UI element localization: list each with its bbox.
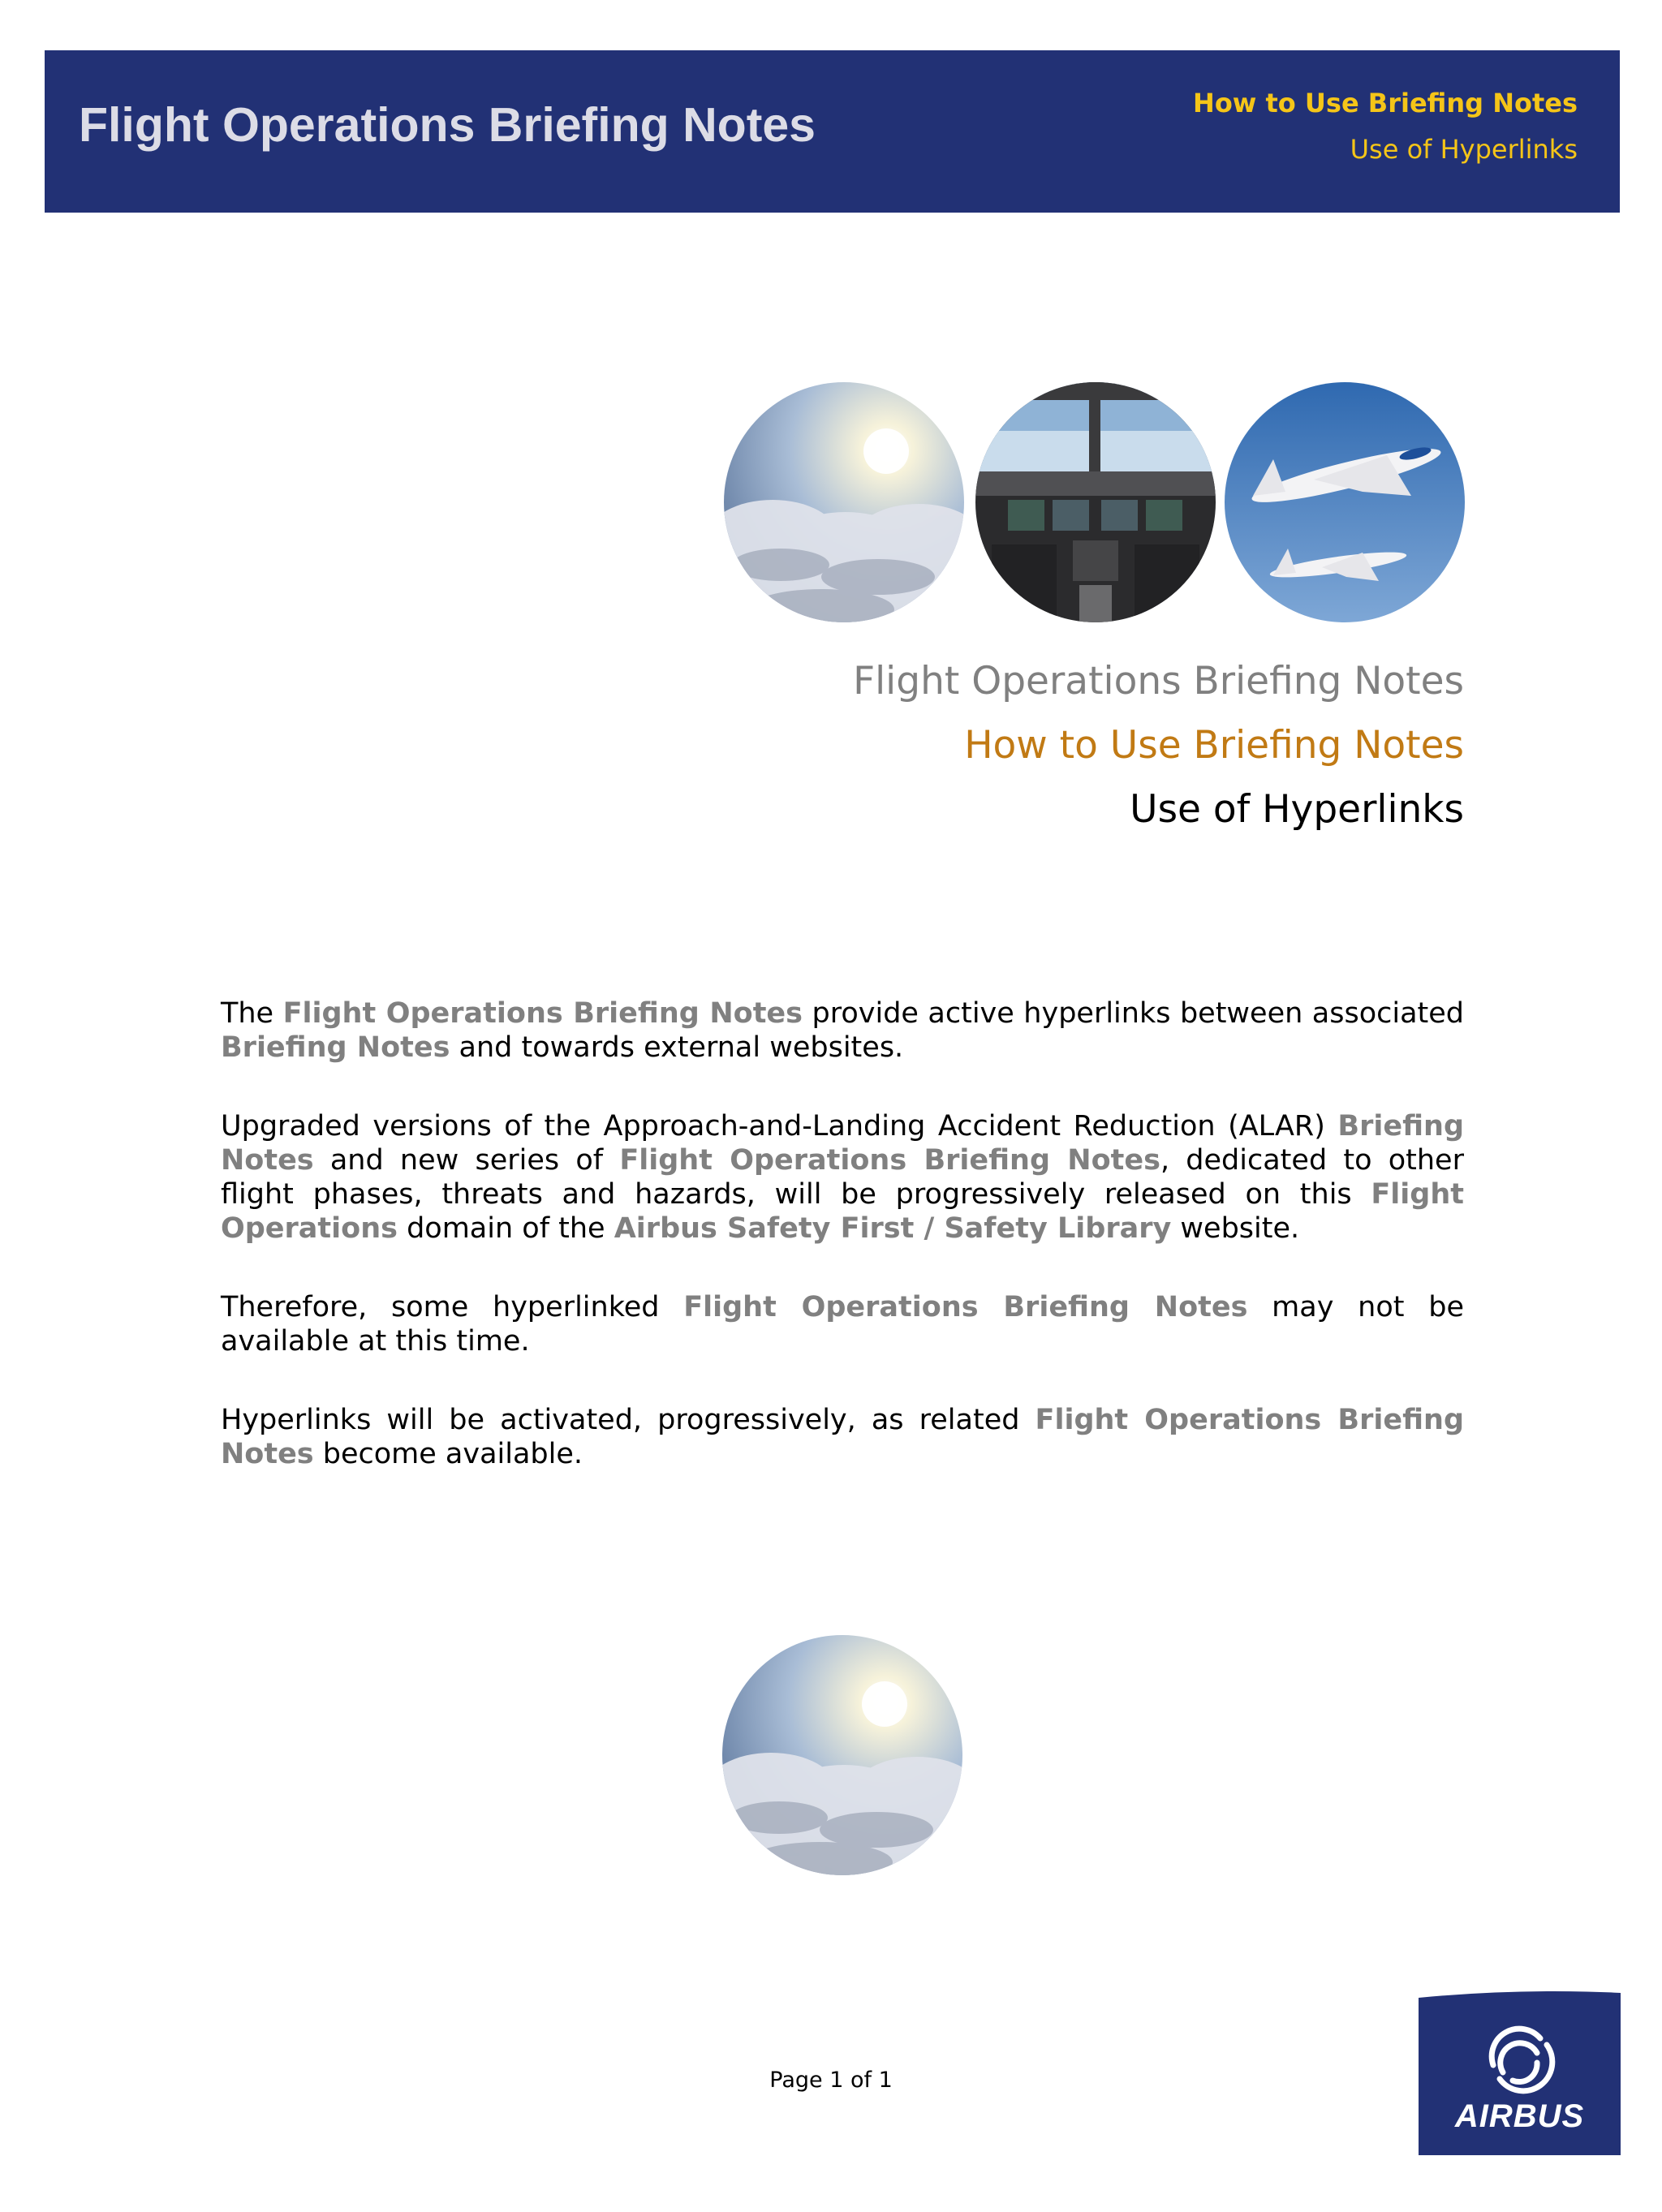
header-title: Flight Operations Briefing Notes	[79, 98, 816, 152]
paragraph-3	[221, 1290, 1464, 1358]
paragraph-2	[221, 1109, 1464, 1246]
aircraft-photo	[1225, 382, 1465, 622]
title-block	[853, 649, 1464, 841]
text-run: Therefore, some hyperlinked	[221, 1291, 684, 1323]
subtopic-title: Use of Hyperlinks	[1130, 787, 1464, 832]
clouds-photo-bottom	[722, 1635, 962, 1875]
body-content	[221, 996, 1464, 1516]
text-run: and new series of	[313, 1144, 620, 1177]
header-banner	[45, 50, 1620, 213]
text-run: website.	[1171, 1212, 1300, 1245]
paragraph-1	[221, 996, 1464, 1065]
text-run: , dedicated to other flight phases, threats and hazards, will be progressively released on this	[221, 1144, 1464, 1211]
hyperlink-fobn[interactable]: Flight Operations Briefing Notes	[683, 1291, 1248, 1323]
header-subtopic: Use of Hyperlinks	[1350, 134, 1578, 165]
page-number: Page 1 of 1	[769, 2068, 893, 2093]
header-topic: How to Use Briefing Notes	[1193, 88, 1578, 118]
text-run: Upgraded versions of the Approach-and-Landing Accident Reduction (ALAR)	[221, 1110, 1338, 1143]
text-run: become available.	[313, 1438, 583, 1470]
text-run: Hyperlinks will be activated, progressively, as related	[221, 1404, 1036, 1436]
paragraph-4	[221, 1403, 1464, 1471]
hyperlink-safety-library[interactable]: Airbus Safety First / Safety Library	[614, 1212, 1172, 1245]
text-run: may not be available at this time.	[221, 1291, 1464, 1358]
text-run: and towards external websites.	[450, 1031, 904, 1064]
airbus-wordmark: AIRBUS	[1454, 2098, 1585, 2134]
cockpit-photo	[975, 382, 1216, 622]
hyperlink-briefing-notes[interactable]: Briefing Notes	[221, 1031, 450, 1064]
document-title: Flight Operations Briefing Notes	[853, 659, 1464, 704]
hyperlink-fobn[interactable]: Flight Operations Briefing Notes	[282, 997, 803, 1030]
hyperlink-fobn[interactable]: Flight Operations Briefing Notes	[619, 1144, 1160, 1177]
hyperlink-fobn[interactable]: Flight Operations Briefing Notes	[221, 1404, 1464, 1470]
text-run: domain of the	[397, 1212, 614, 1245]
text-run: The	[221, 997, 283, 1030]
clouds-photo	[724, 382, 964, 622]
text-run: provide active hyperlinks between associated	[803, 997, 1464, 1030]
topic-title: How to Use Briefing Notes	[964, 723, 1464, 768]
hyperlink-flight-operations[interactable]: Flight Operations	[221, 1178, 1464, 1245]
hyperlink-briefing-notes[interactable]: Briefing Notes	[221, 1110, 1464, 1177]
header-topic-group	[1193, 83, 1578, 175]
airbus-logo	[1419, 1988, 1621, 2155]
